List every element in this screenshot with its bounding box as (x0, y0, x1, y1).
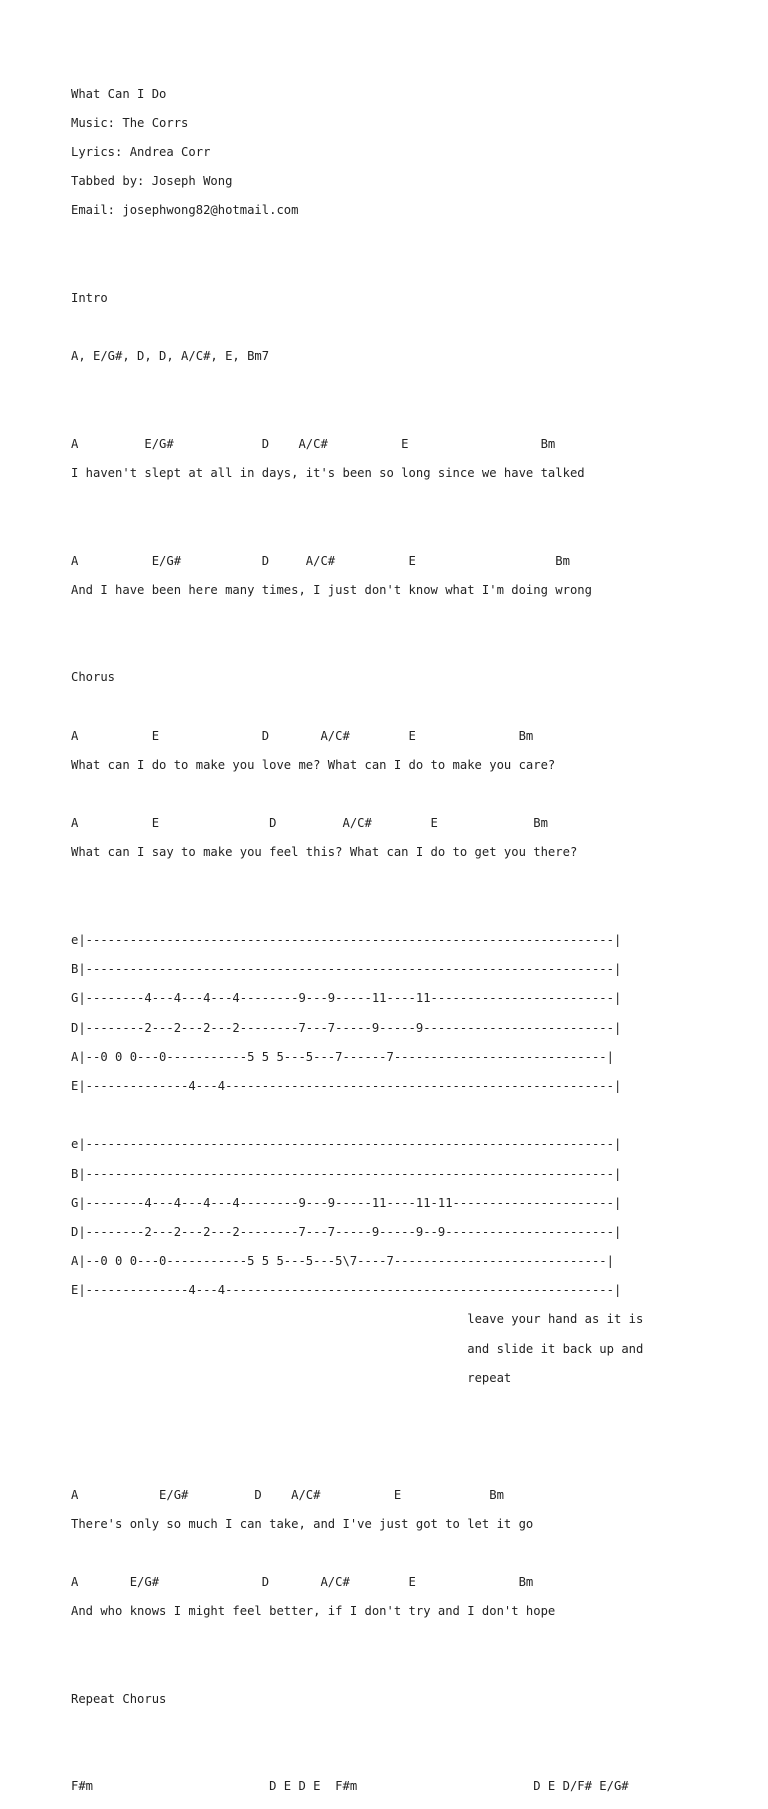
spacer (71, 262, 751, 277)
verse1-chords-1: A E/G# D A/C# E Bm (71, 436, 556, 451)
verse2-lyric-1: There's only so much I can take, and I've just got to let it go (71, 1516, 534, 1531)
tab2-string-a: A|--0 0 0---0-----------5 5 5---5---5\7----7-----------------------------| (71, 1254, 614, 1269)
spacer (71, 1400, 751, 1415)
tabbed-by-credit: Tabbed by: Joseph Wong (71, 174, 233, 189)
spacer (71, 524, 751, 539)
spacer (71, 787, 751, 802)
tab1-string-low-e: E|--------------4---4-----------------------------------------------------| (71, 1078, 622, 1093)
tab2-note-2 (71, 1342, 751, 1357)
spacer (71, 1458, 751, 1473)
tab2-note-2-text: and slide it back up and (467, 1341, 644, 1356)
repeat-chorus-label: Repeat Chorus (71, 1691, 167, 1706)
verse1-lyric-2: And I have been here many times, I just don't know what I'm doing wrong (71, 582, 592, 597)
song-title: What Can I Do (71, 86, 167, 101)
tab1-string-g: G|--------4---4---4---4--------9---9-----11----11-------------------------| (71, 991, 622, 1006)
bridge-chords: F#m D E D E F#m D E D/F# E/G# (71, 1779, 629, 1794)
chorus-lyric-1: What can I do to make you love me? What can I do to make you care? (71, 757, 556, 772)
tab2-string-low-e: E|--------------4---4-----------------------------------------------------| (71, 1283, 622, 1298)
spacer (71, 1429, 751, 1444)
verse2-chords-1: A E/G# D A/C# E Bm (71, 1487, 504, 1502)
tab2-string-d: D|--------2---2---2---2--------7---7-----9-----9--9-----------------------| (71, 1224, 622, 1239)
spacer (71, 408, 751, 423)
tab2-string-b: B|------------------------------------------------------------------------| (71, 1166, 622, 1181)
spacer (71, 1546, 751, 1561)
tab2-note-3-text: repeat (467, 1370, 512, 1385)
spacer (71, 1634, 751, 1649)
chorus-lyric-2: What can I say to make you feel this? What can I do to get you there? (71, 845, 578, 860)
verse1-chords-2: A E/G# D A/C# E Bm (71, 553, 570, 568)
tab2-string-e: e|------------------------------------------------------------------------| (71, 1137, 622, 1152)
tab1-string-d: D|--------2---2---2---2--------7---7-----9-----9--------------------------| (71, 1020, 622, 1035)
spacer (71, 233, 751, 248)
spacer (71, 700, 751, 715)
verse2-chords-2: A E/G# D A/C# E Bm (71, 1575, 534, 1590)
spacer (71, 1663, 751, 1678)
tab1-string-a: A|--0 0 0---0-----------5 5 5---5---7------7-----------------------------| (71, 1049, 614, 1064)
chorus-label: Chorus (71, 670, 116, 685)
chorus-chords-1: A E D A/C# E Bm (71, 728, 534, 743)
spacer (71, 1750, 751, 1765)
intro-label: Intro (71, 290, 108, 305)
chorus-chords-2: A E D A/C# E Bm (71, 816, 548, 831)
spacer (71, 641, 751, 656)
spacer (71, 320, 751, 335)
spacer (71, 904, 751, 919)
spacer (71, 1108, 751, 1123)
spacer (71, 612, 751, 627)
spacer (71, 1721, 751, 1736)
tab-sheet (71, 72, 751, 1809)
tab2-note-1 (71, 1312, 751, 1327)
spacer (71, 378, 751, 393)
tab2-note-3 (71, 1371, 751, 1386)
intro-chords: A, E/G#, D, D, A/C#, E, Bm7 (71, 349, 270, 364)
tab1-string-b: B|------------------------------------------------------------------------| (71, 962, 622, 977)
tab2-string-g: G|--------4---4---4---4--------9---9-----11----11-11----------------------| (71, 1195, 622, 1210)
music-credit: Music: The Corrs (71, 115, 189, 130)
verse2-lyric-2: And who knows I might feel better, if I don't try and I don't hope (71, 1604, 556, 1619)
tab2-note-1-text: leave your hand as it is (467, 1312, 644, 1327)
tab1-string-e: e|------------------------------------------------------------------------| (71, 933, 622, 948)
spacer (71, 875, 751, 890)
lyrics-credit: Lyrics: Andrea Corr (71, 144, 211, 159)
email-line: Email: josephwong82@hotmail.com (71, 203, 299, 218)
verse1-lyric-1: I haven't slept at all in days, it's been so long since we have talked (71, 466, 585, 481)
spacer (71, 495, 751, 510)
